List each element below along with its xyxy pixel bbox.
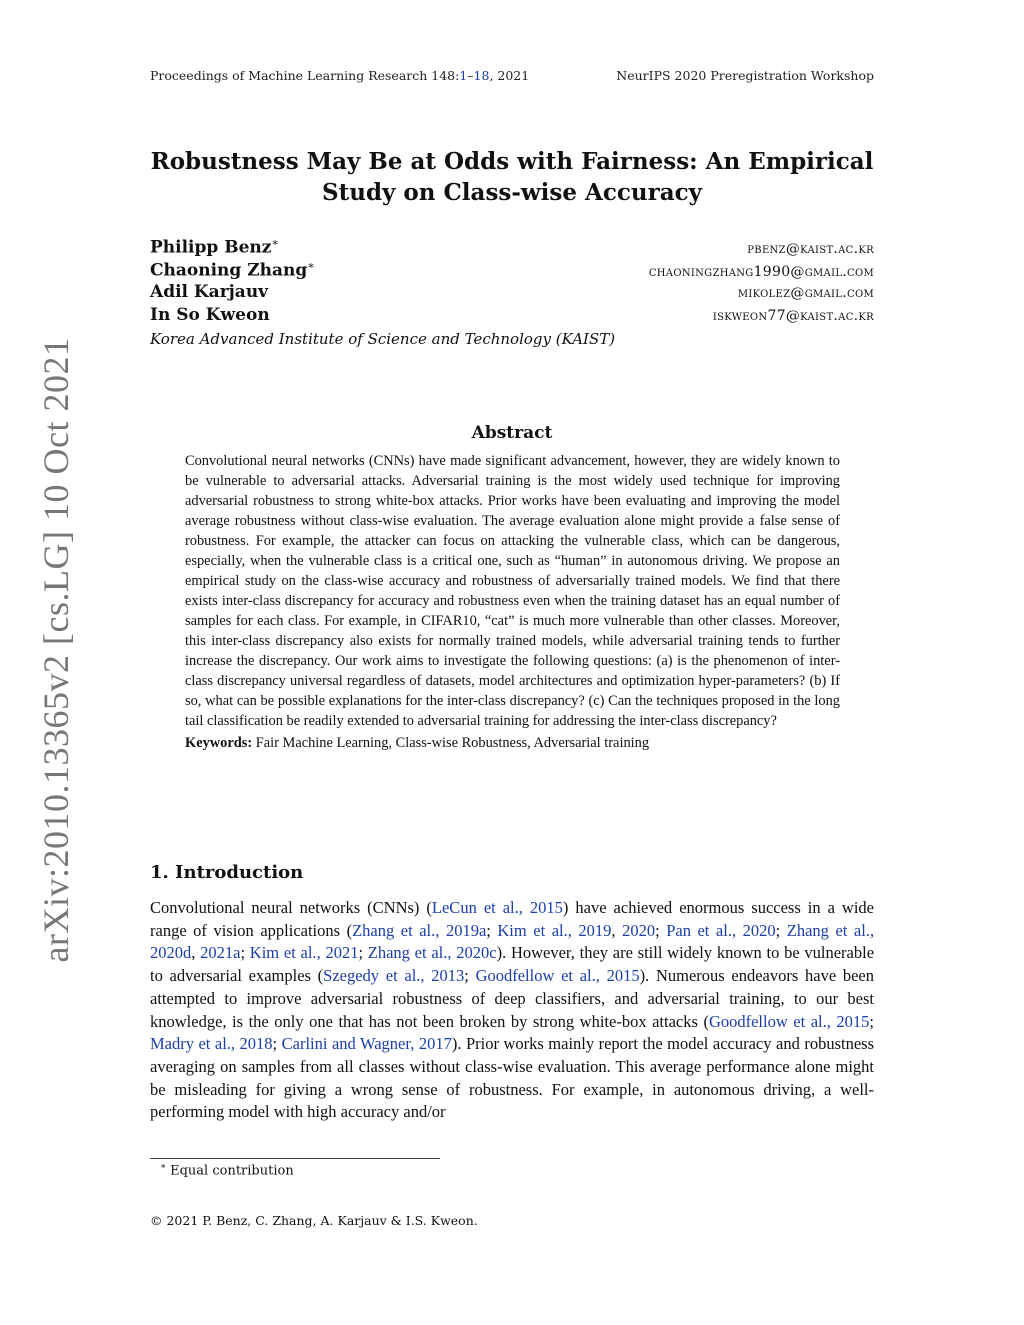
running-header-right: NeurIPS 2020 Preregistration Workshop bbox=[616, 68, 874, 83]
author-email[interactable]: chaoningzhang1990@gmail.com bbox=[648, 263, 874, 280]
author-name: Adil Karjauv bbox=[150, 282, 269, 302]
abstract-text: Convolutional neural networks (CNNs) have made significant advancement, however, they are widely known to be vulnerable to adversarial attacks. Adversarial training is the most widely used technique for improving adversarial robustness to strong white-box attacks. Prior works have been evaluating and improving the model average robustness without class-wise evaluation. The average evaluation alone might provide a false sense of robustness. For example, the attacker can focus on attacking the vulnerable class, which can be dangerous, especially, when the vulnerable class is a critical one, such as “human” in autonomous driving. We propose an empirical study on the class-wise accuracy and robustness of adversarially trained models. We find that there exists inter-class discrepancy for accuracy and robustness even when the training dataset has an equal number of samples for each class. For example, in CIFAR10, “cat” is much more vulnerable than other classes. Moreover, this inter-class discrepancy also exists for normally trained models, while adversarial training tends to further increase the discrepancy. Our work aims to investigate the following questions: (a) is the phenomenon of inter-class discrepancy universal regardless of datasets, model architectures and optimization hyper-parameters? (b) If so, what can be possible explanations for the inter-class discrepancy? (c) Can the techniques proposed in the long tail classification be readily extended to adversarial training for addressing the inter-class discrepancy? bbox=[185, 453, 840, 729]
author-name: Philipp Benz∗ bbox=[150, 236, 279, 258]
header-last-page-link[interactable]: 18 bbox=[473, 68, 490, 83]
paper-title: Robustness May Be at Odds with Fairness: An Empirical Study on Class-wise Accuracy bbox=[150, 148, 874, 206]
author-row bbox=[150, 305, 874, 328]
affiliation: Korea Advanced Institute of Science and Technology (KAIST) bbox=[150, 330, 616, 348]
citation-link[interactable]: Szegedy et al., 2013 bbox=[323, 966, 465, 986]
author-row bbox=[150, 282, 874, 305]
copyright-notice: © 2021 P. Benz, C. Zhang, A. Karjauv & I.S. Kweon. bbox=[150, 1213, 478, 1228]
introduction-paragraph: Convolutional neural networks (CNNs) (LeCun et al., 2015) have achieved enormous success in a wide range of vision applications (Zhang et al., 2019a; Kim et al., 2019, 2020; Pan et al., 2020; Zhang et al., 2020d, 2021a; Kim et al., 2021; Zhang et al., 2020c). However, they are still widely known to be vulnerable to adversarial examples (Szegedy et al., 2013; Goodfellow et al., 2015). Numerous endeavors have been attempted to improve adversarial robustness of deep classifiers, and adversarial training, to our best knowledge, is the only one that has not been broken by strong white-box attacks (Goodfellow et al., 2015; Madry et al., 2018; Carlini and Wagner, 2017). Prior works mainly report the model accuracy and robustness averaging on samples from all classes without class-wise evaluation. This average performance alone might be misleading for giving a wrong sense of robustness. For example, in autonomous driving, a well-performing model with high accuracy and/or bbox=[150, 898, 875, 1122]
citation-link[interactable]: Zhang et al., 2020c bbox=[367, 943, 497, 963]
abstract-body bbox=[185, 451, 840, 753]
arxiv-identifier: arXiv:2010.13365v2 [cs.LG] 10 Oct 2021 bbox=[36, 337, 76, 963]
keywords-list: Fair Machine Learning, Class-wise Robustness, Adversarial training bbox=[255, 735, 650, 751]
section-heading-introduction: 1. Introduction bbox=[150, 862, 304, 883]
citation-link[interactable]: Madry et al., 2018 bbox=[150, 1034, 273, 1054]
footnote: ∗ Equal contribution bbox=[160, 1162, 294, 1179]
citation-link[interactable]: 2021a bbox=[200, 943, 241, 963]
author-row bbox=[150, 236, 874, 259]
header-first-page-link[interactable]: 1 bbox=[459, 68, 468, 83]
citation-link[interactable]: 2020 bbox=[622, 920, 656, 940]
author-name: Chaoning Zhang∗ bbox=[150, 259, 315, 281]
citation-link[interactable]: Carlini and Wagner, 2017 bbox=[281, 1034, 452, 1054]
abstract-heading: Abstract bbox=[471, 423, 553, 443]
author-name: In So Kweon bbox=[150, 305, 270, 325]
keywords bbox=[185, 733, 840, 753]
citation-link[interactable]: Kim et al., 2019 bbox=[497, 920, 612, 940]
running-header-left bbox=[150, 68, 529, 83]
header-venue: Proceedings of Machine Learning Research 148: bbox=[150, 68, 460, 83]
author-email[interactable]: pbenz@kaist.ac.kr bbox=[747, 240, 874, 257]
author-block bbox=[150, 236, 874, 348]
author-email[interactable]: mikolez@gmail.com bbox=[737, 285, 874, 301]
citation-link[interactable]: Goodfellow et al., 2015 bbox=[475, 966, 640, 986]
citation-link[interactable]: LeCun et al., 2015 bbox=[431, 898, 563, 917]
footnote-divider bbox=[150, 1158, 440, 1159]
keywords-label: Keywords: bbox=[185, 735, 253, 751]
author-row bbox=[150, 259, 874, 282]
author-email[interactable]: iskweon77@kaist.ac.kr bbox=[712, 308, 874, 324]
header-page-separator: – bbox=[467, 68, 474, 83]
citation-link[interactable]: Kim et al., 2021 bbox=[249, 943, 359, 963]
header-year: , 2021 bbox=[489, 68, 530, 83]
citation-link[interactable]: Zhang et al., 2019a bbox=[352, 920, 487, 940]
citation-link[interactable]: Zhang et al., 2020d bbox=[150, 920, 875, 963]
citation-link[interactable]: Goodfellow et al., 2015 bbox=[708, 1011, 870, 1031]
citation-link[interactable]: Pan et al., 2020 bbox=[666, 920, 776, 940]
